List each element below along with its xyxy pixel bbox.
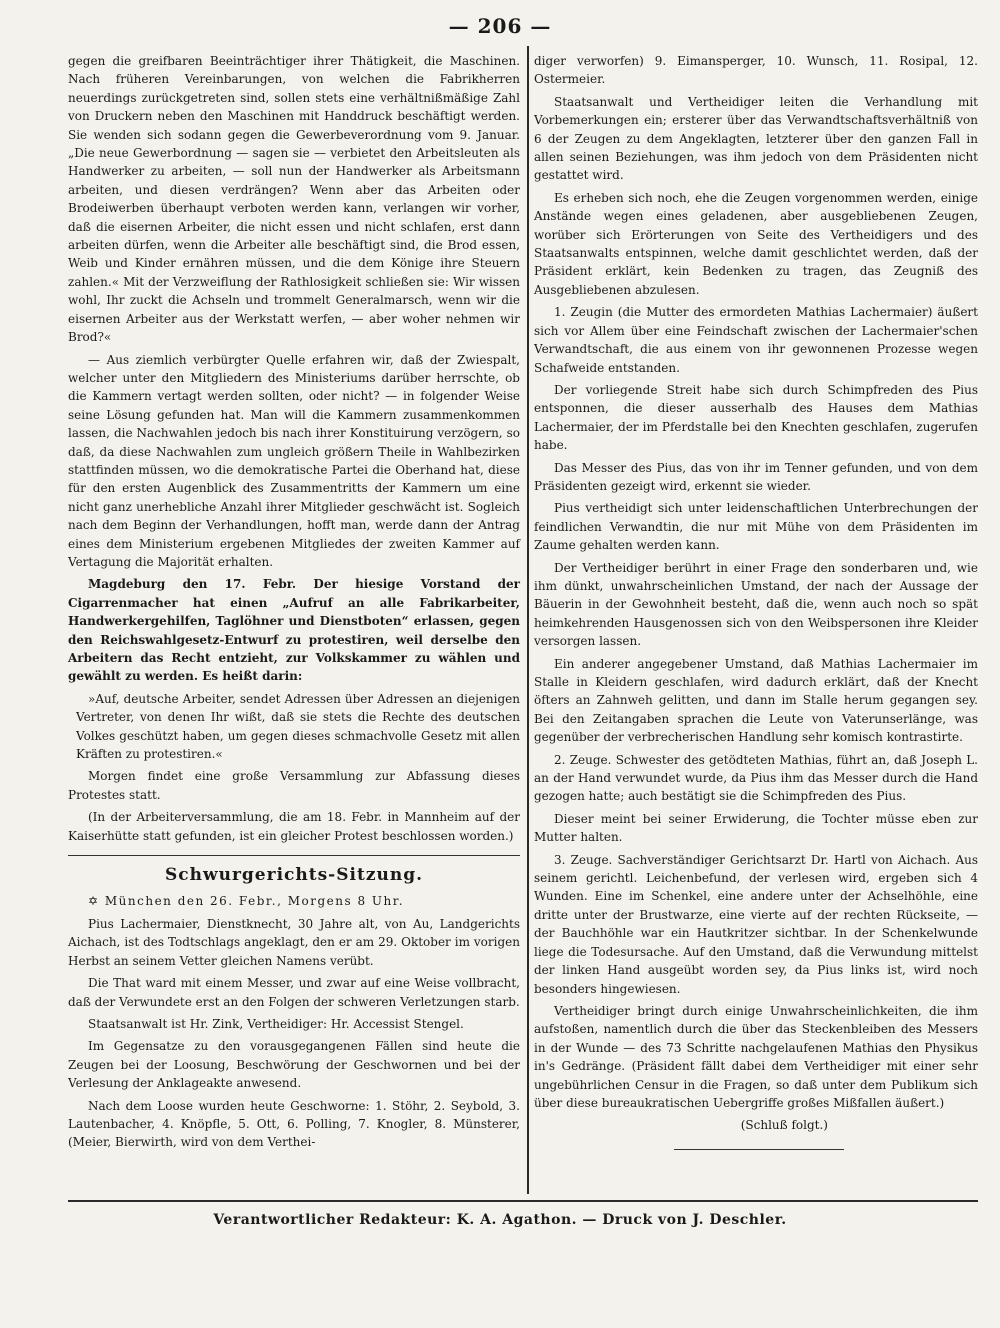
paragraph-weavers: gegen die greifbaren Beeinträchtiger ihrer Thätigkeit, die Maschinen. Nach früheren Vereinbarungen, von welchen die Fabrikherren neuerdings zurückgetreten sind, sollen stets eine verhältnißmäßige Zahl von Druckern neben den Maschinen mit Handdruck beschäftigt werden. Sie wenden sich sodann gegen die Gewerbeverordnung vom 9. Januar. „Die neue Gewerbordnung — sagen sie — verbietet den Arbeitsleuten als Handwerker zu arbeiten, — soll nun der Handwerker als Arbeitsmann arbeiten, und diesen verdrängen? Wenn aber das Arbeiten oder Brodeiwerben überhaupt verboten werden kann, verlangen wir vorher, daß die eisernen Arbeiter, die nicht essen und nicht schlafen, erst dann arbeiten dürfen, wenn die Arbeiter alle beschäftigt sind, die Brod essen, Weib und Kinder ernähren müssen, und die dem Könige ihre Steuern zahlen.« Mit der Verzweiflung der Rathlosigkeit schließen sie: Wir wissen wohl, Ihr zuckt die Achseln und trommelt Generalmarsch, wenn wir die eisernen Arbeiter aus der Werkstatt werfen, — aber woher nehmen wir Brod?« xyxy=(68,54,520,345)
paragraph-insults: Der vorliegende Streit habe sich durch Schimpfreden des Pius entsponnen, die dieser ausserhalb des Hauses dem Mathias Lachermaier, der im Pferdstalle bei den Knechten geschlafen, zugerufen habe. xyxy=(534,382,978,453)
paragraph-jurors-cont: diger verworfen) 9. Eimansperger, 10. Wunsch, 11. Rosipal, 12. Ostermeier. xyxy=(534,54,978,87)
paragraph-defense: Pius vertheidigt sich unter leidenschaftlichen Unterbrechungen der feindlichen Verwandtin, die nur mit Mühe von dem Präsidenten im Zaume gehalten werden kann. xyxy=(534,501,978,553)
paragraph-jurors: Nach dem Loose wurden heute Geschworne: 1. Stöhr, 2. Seybold, 3. Lautenbacher, 4. Knöpfle, 5. Ott, 6. Polling, 7. Knogler, 8. Münsterer, (Meier, Bierwirth, wird von dem Verthei- xyxy=(68,1098,520,1150)
paragraph-preliminaries: Staatsanwalt und Vertheidiger leiten die Verhandlung mit Vorbemerkungen ein; ersterer über das Verwandtschaftsverhältniß von 6 der Zeugen zu dem Angeklagten, letzterer über den ganzen Fall in allen seinen Beziehungen, was ihm jedoch von dem Präsidenten nicht gestattet wird. xyxy=(534,94,978,183)
paragraph-chambers: — Aus ziemlich verbürgter Quelle erfahren wir, daß der Zwiespalt, welcher unter den Mitgliedern des Ministeriums darüber herrschte, ob die Kammern vertagt werden sollten, oder nicht? — in folgender Weise seine Lösung gefunden hat. Man will die Kammern zusammenkommen lassen, die Nachwahlen jedoch bis nach ihrer Konstituirung verzögern, so daß, da diese Nachwahlen zum ungleich größern Theile in Wahlbezirken stattfinden müssen, wo die demokratische Partei die Oberhand hat, diese für den ersten Augenblick des Zusammentritts der Kammern um eine nicht ganz unerhebliche Anzahl ihrer Mitglieder geschwächt ist. Sogleich nach dem Beginn der Verhandlungen, hofft man, werde dann der Antrag eines dem Ministerium ergebenen Mitgliedes der zweiten Kammer auf Vertagung die Majorität erhalten. xyxy=(68,352,520,569)
paragraph-custom: Der Vertheidiger berührt in einer Frage den sonderbaren und, wie ihm dünkt, unwahrscheinlichen Umstand, der nach der Aussage der Bäuerin in der Gewohnheit besteht, daß die, wenn auch noch so spät heimkehrenden Hausgenossen sich von den Weibspersonen ihre Kleider versorgen lassen. xyxy=(534,560,978,649)
paragraph-knife: Das Messer des Pius, das von ihr im Tenner gefunden, und von dem Präsidenten gezeigt wird, erkennt sie wieder. xyxy=(534,460,978,493)
footer-rule xyxy=(68,1200,978,1202)
right-column xyxy=(534,52,978,1150)
paragraph-mannheim: (In der Arbeiterversammlung, die am 18. Febr. in Mannheim auf der Kaiserhütte statt gefunden, ist ein gleicher Protest beschlossen worden.) xyxy=(68,810,520,843)
to-be-continued: (Schluß folgt.) xyxy=(740,1118,828,1133)
imprint: Verantwortlicher Redakteur: K. A. Agathon. — Druck von J. Deschler. xyxy=(213,1212,787,1228)
closing-rule xyxy=(674,1149,844,1150)
paragraph-witness-1: 1. Zeugin (die Mutter des ermordeten Mathias Lachermaier) äußert sich vor Allem über eine Feindschaft zwischen der Lachermaier'schen Verwandtschaft, die aus einem von ihr gewonnenen Prozesse wegen Schafweide entstanden. xyxy=(534,305,978,375)
section-separator xyxy=(68,855,520,856)
left-column xyxy=(68,52,520,1156)
paragraph-accused: Pius Lachermaier, Dienstknecht, 30 Jahre alt, von Au, Landgerichts Aichach, ist des Todtschlags angeklagt, den er am 29. Oktober im vorigen Herbst an seinem Vetter gleichen Namens verübt. xyxy=(68,916,520,968)
paragraph-appeal-quote: »Auf, deutsche Arbeiter, sendet Adressen über Adressen an diejenigen Vertreter, von denen Ihr wißt, daß sie stets die Rechte des deutschen Volkes geschützt haben, um gegen dieses schmachvolle Gesetz mit allen Kräften zu protestiren.« xyxy=(76,691,520,762)
column-divider xyxy=(527,46,529,1194)
paragraph-assembly: Morgen findet eine große Versammlung zur Abfassung dieses Protestes statt. xyxy=(68,769,520,802)
page-number: — 206 — xyxy=(448,14,552,38)
paragraph-witnesses-present: Im Gegensatze zu den vorausgegangenen Fällen sind heute die Zeugen bei der Loosung, Beschwörung der Geschwornen und bei der Verlesung der Anklageakte anwesend. xyxy=(68,1039,520,1091)
dateline: ✡ München den 26. Febr., Morgens 8 Uhr. xyxy=(88,894,405,909)
paragraph-witness-2: 2. Zeuge. Schwester des getödteten Mathias, führt an, daß Joseph L. an der Hand verwundet wurde, da Pius ihm das Messer durch die Hand gezogen hatte; auch bestätigt sie die Schimpfreden des Pius. xyxy=(534,752,978,804)
paragraph-absent-witness: Es erheben sich noch, ehe die Zeugen vorgenommen werden, einige Anstände wegen eines geladenen, aber ausgebliebenen Zeugen, worüber sich Erörterungen von Seite des Vertheidigers und des Staatsanwalts entspinnen, welche damit geschlichtet werden, daß der Präsident erklärt, kein Bedenken zu tragen, das Zeugniß des Ausgebliebenen abzulesen. xyxy=(534,190,978,297)
paragraph-reply: Dieser meint bei seiner Erwiderung, die Tochter müsse eben zur Mutter halten. xyxy=(534,811,978,845)
paragraph-cross-exam: Vertheidiger bringt durch einige Unwahrscheinlichkeiten, die ihm aufstoßen, namentlich durch die über das Steckenbleiben des Messers in der Wunde — des 73 Schritte nachgelaufenen Mathias den Physikus in's Gedränge. (Präsident fällt dabei dem Vertheidiger mit einer sehr ungebührlichen Censur in die Fragen, so daß unter dem Publikum sich über diese bureaukratischen Uebergriffe großes Mißfallen äußert.) xyxy=(534,1003,978,1110)
paragraph-magdeburg: Magdeburg den 17. Febr. Der hiesige Vorstand der Cigarrenmacher hat einen „Aufruf an alle Fabrikarbeiter, Handwerkergehilfen, Taglöhner und Dienstboten“ erlassen, gegen den Reichswahlgesetz-Entwurf zu protestiren, weil derselbe den Arbeitern das Recht entzieht, zur Volkskammer zu wählen und gewählt zu werden. Es heißt darin: xyxy=(68,577,520,684)
paragraph-stable: Ein anderer angegebener Umstand, daß Mathias Lachermaier im Stalle in Kleidern geschlafen, wird dadurch erklärt, daß der Knecht öfters an Zahnweh gelitten, und dann im Stalle herum gegangen sey. Bei den Zeitangaben sprachen die Leute von Vaterunserlänge, was gegenüber der verbrecherischen Handlung sehr komisch kontrastirte. xyxy=(534,656,978,745)
section-title: Schwurgerichts-Sitzung. xyxy=(164,865,423,886)
paragraph-witness-3: 3. Zeuge. Sachverständiger Gerichtsarzt Dr. Hartl von Aichach. Aus seinem gerichtl. Leichenbefund, der verlesen wird, ergeben sich 4 Wunden. Eine im Schenkel, eine andere unter der Achselhöhle, eine dritte unter der Brustwarze, eine vierte auf der rechten Rückseite, — der Bauchhöhle war ein Hautkritzer sichtbar. In der Schenkelwunde liege die Todesursache. Auf den Umstand, daß die Verwundung mittelst der linken Hand ausgeübt worden sey, da Pius links ist, wird noch besonders hingewiesen. xyxy=(534,852,978,996)
paragraph-counsel: Staatsanwalt ist Hr. Zink, Vertheidiger: Hr. Accessist Stengel. xyxy=(88,1016,464,1031)
paragraph-deed: Die That ward mit einem Messer, und zwar auf eine Weise vollbracht, daß der Verwundete erst an den Folgen der schweren Verletzungen starb. xyxy=(68,976,520,1009)
